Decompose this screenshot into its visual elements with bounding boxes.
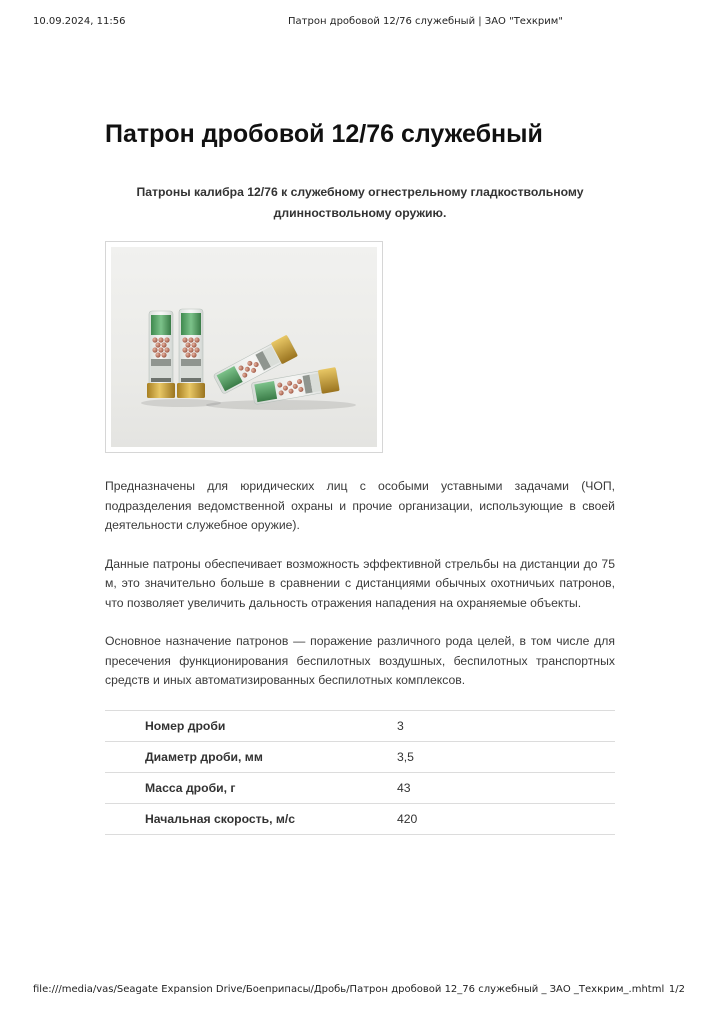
standing-shell-2 xyxy=(177,309,205,398)
product-photo-image xyxy=(111,247,377,447)
paragraph-range: Данные патроны обеспечивает возможность эффективной стрельбы на дистанции до 75 м, это значительно больше в сравнении с дистанциями обычных охотничьих патронов, что позволяет увеличить дальность отражения нападения на охраняемые объекты. xyxy=(105,556,615,610)
table-row xyxy=(105,772,615,803)
table-row xyxy=(105,741,615,772)
print-datetime: 10.09.2024, 11:56 xyxy=(33,16,126,27)
file-url: file:///media/vas/Seagate Expansion Drive/Боеприпасы/Дробь/Патрон дробовой 12_76 служебный _ ЗАО _Техкрим_.mhtml xyxy=(33,984,665,995)
standing-shell-1 xyxy=(147,311,175,398)
page-title: Патрон дробовой 12/76 служебный xyxy=(105,120,543,148)
spec-value: 420 xyxy=(397,803,615,834)
table-row xyxy=(105,803,615,834)
shotgun-shells-illustration xyxy=(111,247,377,447)
paragraph-purpose: Предназначены для юридических лиц с особыми уставными задачами (ЧОП, подразделения ведомственной охраны и прочие организации, использующие в своей деятельности служебное оружие). xyxy=(105,479,615,532)
lead-text: Патроны калибра 12/76 к служебному огнестрельному гладкоствольному длинноствольному оружию. xyxy=(136,185,584,220)
print-footer xyxy=(33,984,685,998)
page-number: 1/2 xyxy=(668,984,685,995)
spec-value: 3,5 xyxy=(397,741,615,772)
specs-table xyxy=(105,710,615,835)
print-page-title: Патрон дробовой 12/76 служебный | ЗАО "Техкрим" xyxy=(288,16,563,27)
spec-label: Номер дроби xyxy=(105,710,397,741)
product-photo xyxy=(105,241,383,453)
spec-value: 3 xyxy=(397,710,615,741)
spec-label: Диаметр дроби, мм xyxy=(105,741,397,772)
article xyxy=(105,118,615,835)
paragraph-targets: Основное назначение патронов — поражение различного рода целей, в том числе для пресечения функционирования беспилотных воздушных, беспилотных транспортных средств и иных автоматизированных беспилотных комплексов. xyxy=(105,634,615,687)
spec-label: Начальная скорость, м/с xyxy=(105,803,397,834)
print-header xyxy=(33,16,685,30)
spec-label: Масса дроби, г xyxy=(105,772,397,803)
spec-value: 43 xyxy=(397,772,615,803)
table-row xyxy=(105,710,615,741)
